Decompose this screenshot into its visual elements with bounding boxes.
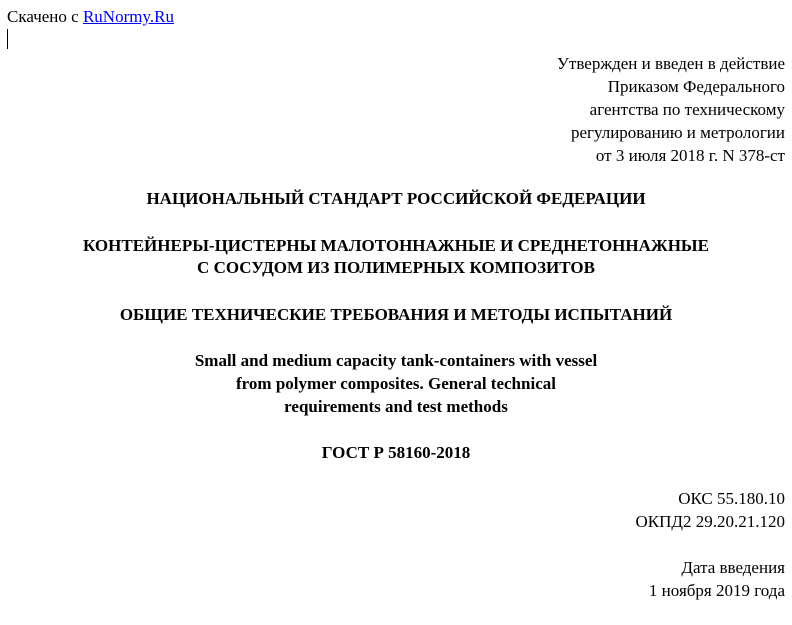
gost-number: ГОСТ Р 58160-2018 xyxy=(321,443,471,462)
standard-subtitle xyxy=(0,304,792,326)
classification-codes xyxy=(636,487,786,533)
approval-block xyxy=(557,52,785,167)
introduction-label: Дата введения xyxy=(681,558,785,577)
approval-line: Приказом Федерального xyxy=(607,77,785,96)
approval-line: регулированию и метрологии xyxy=(570,123,785,142)
approval-line: от 3 июля 2018 г. N 378-ст xyxy=(595,146,785,165)
national-standard-title: НАЦИОНАЛЬНЫЙ СТАНДАРТ РОССИЙСКОЙ ФЕДЕРАЦИИ xyxy=(146,189,646,208)
source-prefix: Скачено с xyxy=(7,7,83,26)
source-line xyxy=(7,7,174,27)
approval-line: Утвержден и введен в действие xyxy=(556,54,785,73)
national-standard-heading xyxy=(0,188,792,210)
standard-title-line: С СОСУДОМ ИЗ ПОЛИМЕРНЫХ КОМПОЗИТОВ xyxy=(197,258,595,277)
english-title-line: from polymer composites. General technical xyxy=(236,374,556,393)
english-title xyxy=(0,349,792,418)
oks-code: ОКС 55.180.10 xyxy=(678,489,785,508)
approval-line: агентства по техническому xyxy=(589,100,785,119)
gost-number-heading xyxy=(0,442,792,464)
okpd-code: ОКПД2 29.20.21.120 xyxy=(635,512,785,531)
standard-title xyxy=(0,235,792,279)
english-title-line: Small and medium capacity tank-containers with vessel xyxy=(194,351,598,370)
standard-subtitle-text: ОБЩИЕ ТЕХНИЧЕСКИЕ ТРЕБОВАНИЯ И МЕТОДЫ ИСПЫТАНИЙ xyxy=(119,305,673,324)
english-title-line: requirements and test methods xyxy=(284,397,508,416)
source-link[interactable]: RuNormy.Ru xyxy=(82,7,174,26)
text-cursor xyxy=(7,29,8,49)
introduction-date-block xyxy=(649,556,785,602)
introduction-date: 1 ноября 2019 года xyxy=(648,581,785,600)
standard-title-line: КОНТЕЙНЕРЫ-ЦИСТЕРНЫ МАЛОТОННАЖНЫЕ И СРЕДНЕТОННАЖНЫЕ xyxy=(83,236,709,255)
